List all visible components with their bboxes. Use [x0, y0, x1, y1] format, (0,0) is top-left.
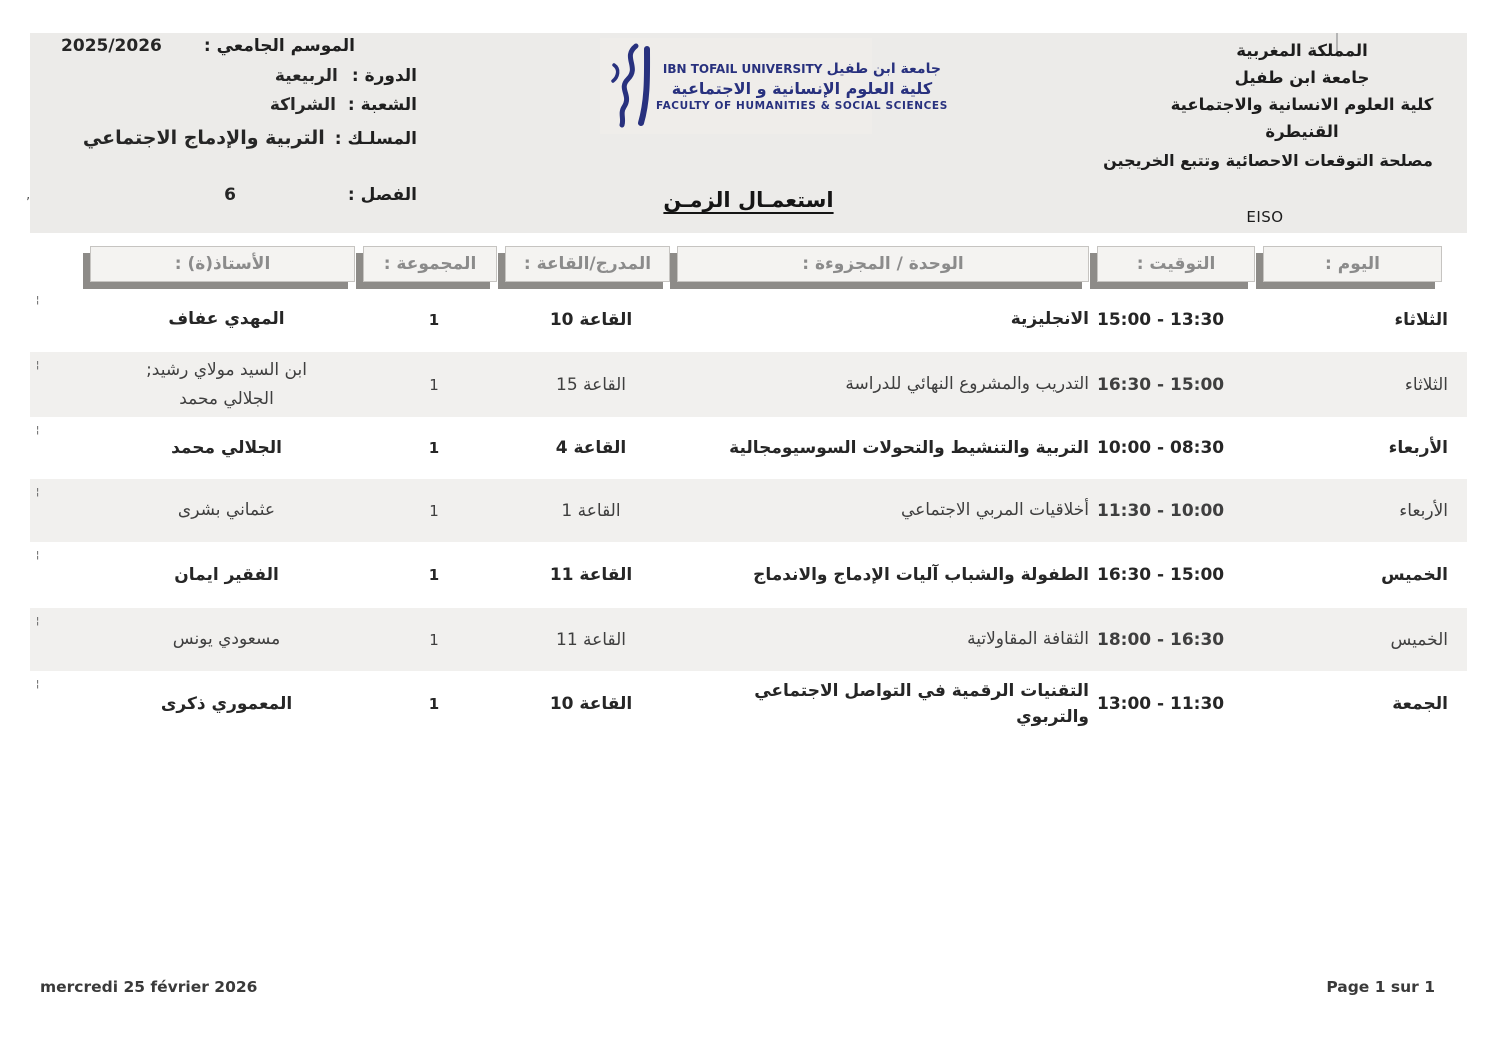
cell-unit: أخلاقيات المربي الاجتماعي [900, 500, 1089, 521]
logo-calligraphy-icon [606, 43, 656, 129]
table-row [30, 671, 1467, 737]
cell-room: القاعة 10 [549, 309, 633, 330]
cell-group: 1 [429, 630, 439, 649]
cell-group: 1 [429, 375, 439, 394]
cell-day: الجمعة [1392, 694, 1448, 714]
row-clipped-mark: ¦ [36, 616, 40, 627]
cell-day: الأربعاء [1388, 438, 1448, 458]
cell-time: 11:30 - 10:00 [1097, 500, 1225, 521]
branch-line [270, 95, 417, 115]
row-clipped-mark: ¦ [36, 360, 40, 371]
cell-time: 15:00 - 13:30 [1097, 309, 1225, 330]
column-header-professor: الأستاذ(ة) : [90, 246, 355, 282]
semester-label: الفصل : [347, 185, 417, 205]
session-label: الدورة : [351, 66, 417, 86]
branch-value: الشراكة [269, 95, 336, 115]
cell-time: 18:00 - 16:30 [1097, 629, 1225, 650]
university-line: جامعة ابن طفيل [1234, 68, 1370, 87]
session-value: الربيعية [274, 66, 338, 86]
column-header-group: المجموعة : [363, 246, 497, 282]
table-rows [30, 287, 1467, 737]
cell-room: القاعة 11 [556, 629, 626, 650]
cell-prof: المهدي عفاف [168, 309, 285, 330]
logo-line1 [656, 61, 948, 77]
stray-mark: ’ [26, 196, 31, 211]
cell-prof: الجلالي محمد [171, 437, 282, 458]
footer-page-number: Page 1 sur 1 [1326, 978, 1435, 996]
cell-unit: التدريب والمشروع النهائي للدراسة [845, 374, 1089, 395]
institution-block [1142, 37, 1462, 145]
city-line: القنيطرة [1265, 122, 1339, 141]
logo-text [656, 61, 948, 112]
cell-room: القاعة 11 [549, 565, 633, 585]
column-header-time: التوقيت : [1097, 246, 1255, 282]
cell-prof: مسعودي يونس [172, 629, 281, 650]
track-line [83, 127, 417, 149]
cell-room: القاعة 4 [555, 438, 627, 458]
service-line: مصلحة التوقعات الاحصائية وتتبع الخريجين [1103, 151, 1433, 170]
cell-unit: التقنيات الرقمية في التواصل الاجتماعي والتربوي [754, 680, 1089, 727]
cell-unit: الانجليزية [1010, 309, 1089, 330]
cell-unit: الطفولة والشباب آليات الإدماج والاندماج [753, 564, 1089, 585]
cell-unit: الثقافة المقاولاتية [967, 629, 1089, 650]
logo-line3: FACULTY OF HUMANITIES & SOCIAL SCIENCES [656, 99, 948, 112]
track-value: التربية والإدماج الاجتماعي [82, 127, 325, 149]
track-label: المسلـك : [334, 129, 417, 149]
column-header-day: اليوم : [1263, 246, 1442, 282]
cell-prof: ابن السيد مولاي رشيد; الجلالي محمد [146, 360, 307, 409]
kingdom-line: المملكة المغربية [1236, 41, 1368, 60]
cell-day: الثلاثاء [1394, 309, 1448, 330]
page-title: استعمـال الزمـن [663, 188, 834, 212]
cell-group: 1 [428, 566, 440, 584]
cell-prof: المعموري ذكرى [160, 693, 293, 714]
table-row [30, 608, 1467, 671]
column-header-room: المدرج/القاعة : [505, 246, 670, 282]
cell-group: 1 [428, 695, 440, 713]
cell-room: القاعة 1 [561, 500, 621, 521]
logo-line2: كلية العلوم الإنسانية و الاجتماعية [671, 78, 933, 98]
logo-line1-en: IBN TOFAIL UNIVERSITY [662, 61, 823, 76]
university-logo [600, 38, 948, 134]
cell-room: القاعة 15 [556, 374, 626, 395]
semester-value: 6 [224, 185, 236, 205]
footer-date: mercredi 25 février 2026 [40, 978, 258, 996]
season-line [61, 36, 355, 56]
cell-group: 1 [428, 439, 440, 457]
program-code: EISO [1246, 208, 1284, 226]
cell-group: 1 [429, 501, 439, 520]
season-value: 2025/2026 [61, 36, 162, 56]
cell-prof: عثماني بشرى [177, 500, 276, 521]
header-band [30, 33, 1467, 233]
branch-label: الشعبة : [347, 95, 417, 115]
cell-day: الأربعاء [1399, 500, 1448, 521]
logo-line1-ar: جامعة ابن طفيل [826, 60, 941, 77]
table-row [30, 352, 1467, 417]
cell-room: القاعة 10 [549, 694, 633, 714]
row-clipped-mark: ¦ [36, 550, 40, 561]
row-clipped-mark: ¦ [36, 425, 40, 436]
row-clipped-mark: ¦ [36, 679, 40, 690]
cell-unit: التربية والتنشيط والتحولات السوسيومجالية [729, 437, 1089, 458]
row-clipped-mark: ¦ [36, 295, 40, 306]
column-header-unit: الوحدة / المجزوءة : [677, 246, 1089, 282]
cell-prof: الفقير ايمان [174, 564, 279, 585]
cell-time: 16:30 - 15:00 [1097, 565, 1225, 585]
cell-day: الخميس [1381, 565, 1448, 585]
session-line [275, 66, 417, 86]
season-label: الموسم الجامعي : [203, 36, 355, 56]
row-clipped-mark: ¦ [36, 487, 40, 498]
cell-time: 13:00 - 11:30 [1097, 694, 1225, 714]
cell-time: 10:00 - 08:30 [1097, 438, 1225, 458]
table-row [30, 287, 1467, 352]
cell-time: 16:30 - 15:00 [1097, 374, 1225, 395]
table-row [30, 479, 1467, 542]
faculty-line: كلية العلوم الانسانية والاجتماعية [1170, 95, 1434, 114]
table-row [30, 417, 1467, 479]
cell-day: الخميس [1390, 629, 1448, 650]
table-row [30, 542, 1467, 608]
cell-day: الثلاثاء [1404, 374, 1448, 395]
cell-group: 1 [428, 310, 440, 329]
